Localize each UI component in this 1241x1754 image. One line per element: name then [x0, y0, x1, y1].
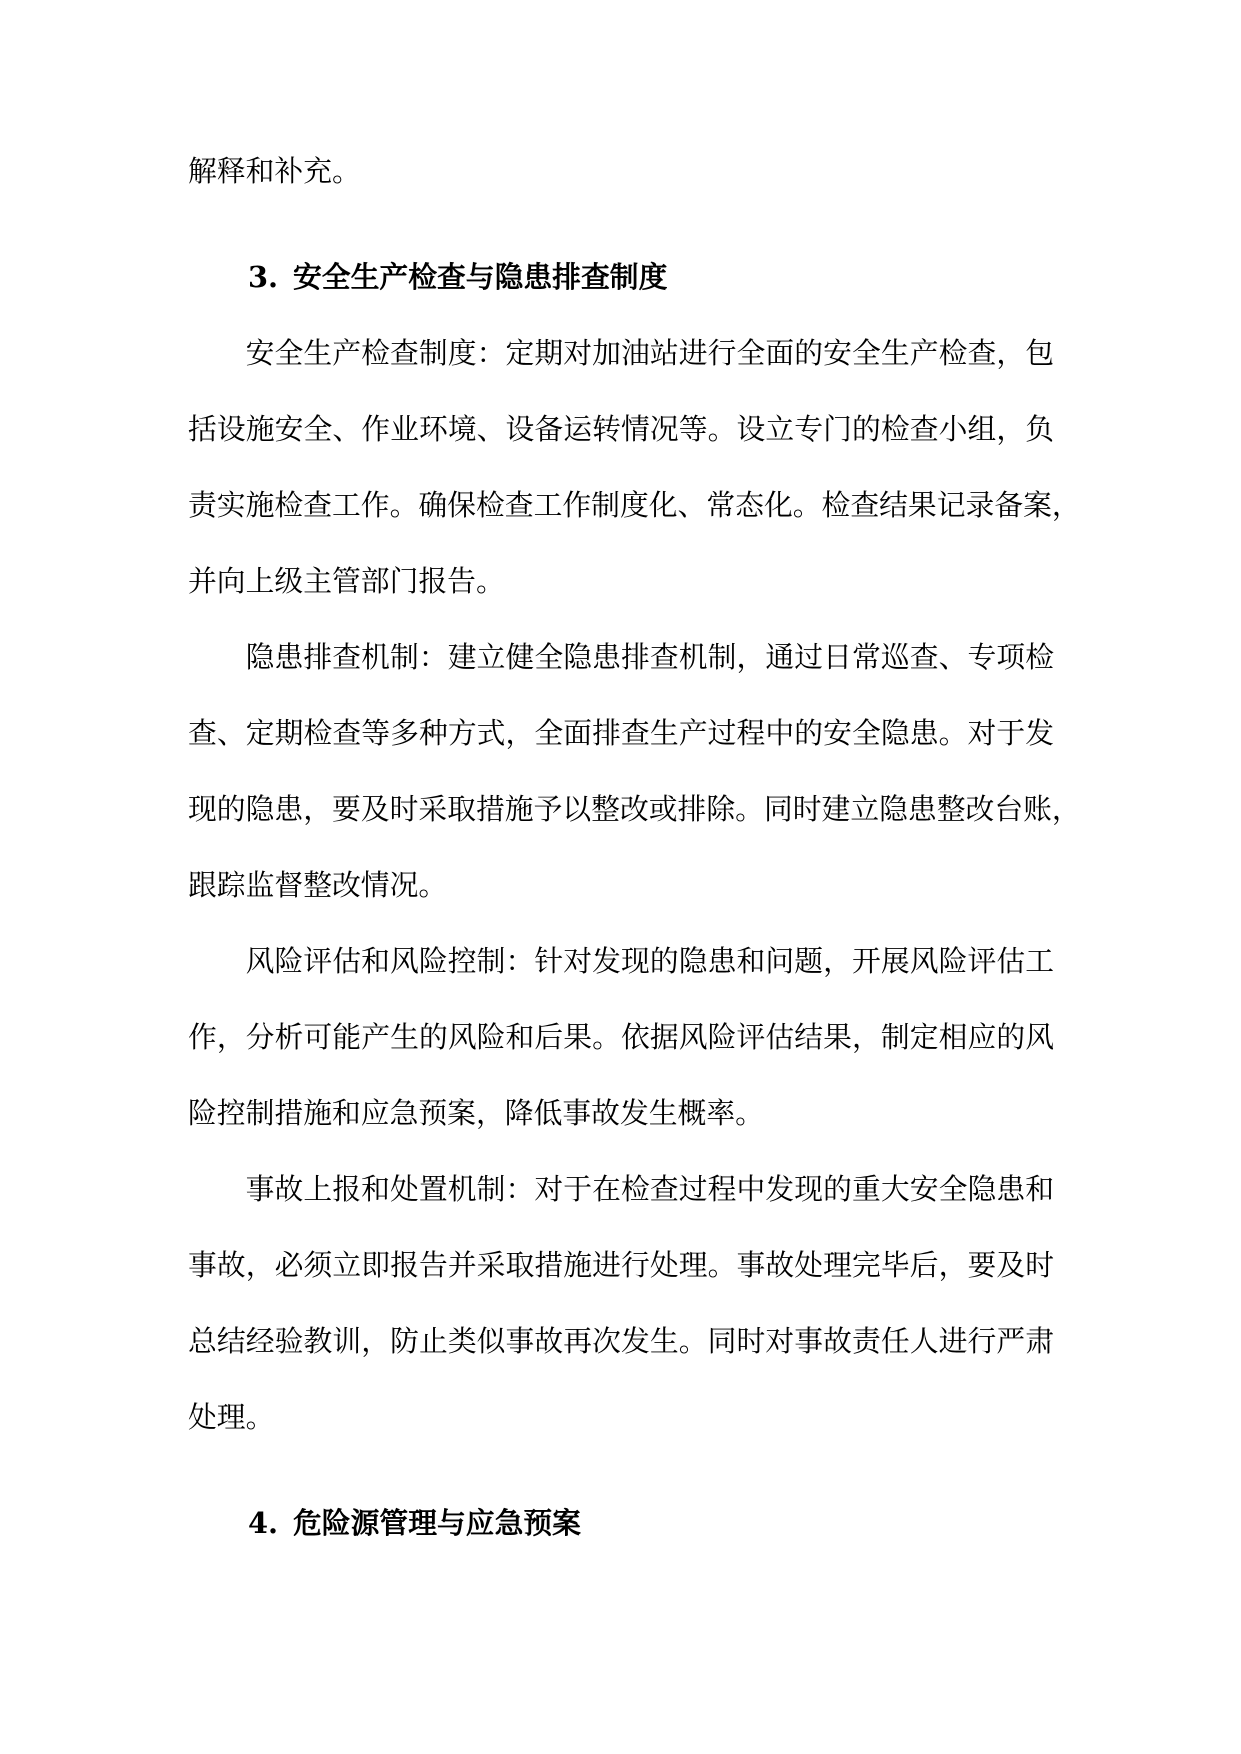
- paragraph-line: 查、定期检查等多种方式，全面排查生产过程中的安全隐患。对于发: [188, 716, 1054, 750]
- section-heading-3: [188, 239, 1054, 315]
- paragraph-line: 并向上级主管部门报告。: [188, 564, 505, 598]
- document-body: [188, 133, 1081, 1561]
- section-number: 3.: [248, 260, 279, 294]
- paragraph-line: 总结经验教训，防止类似事故再次发生。同时对事故责任人进行严肃: [188, 1324, 1054, 1358]
- paragraph-line: 跟踪监督整改情况。: [188, 868, 448, 902]
- paragraph-line: 作，分析可能产生的风险和后果。依据风险评估结果，制定相应的风: [188, 1020, 1054, 1054]
- paragraph-line: 安全生产检查制度：定期对加油站进行全面的安全生产检查，包: [245, 336, 1054, 370]
- section-number: 4.: [248, 1506, 279, 1540]
- paragraph-risk-assessment: [188, 923, 1054, 1151]
- continuation-line: 解释和补充。: [188, 154, 361, 188]
- paragraph-line: 现的隐患，要及时采取措施予以整改或排除。同时建立隐患整改台账，: [188, 792, 1081, 826]
- section-title: 安全生产检查与隐患排查制度: [293, 260, 668, 294]
- section-title: 危险源管理与应急预案: [293, 1506, 581, 1540]
- paragraph-line: 事故，必须立即报告并采取措施进行处理。事故处理完毕后，要及时: [188, 1248, 1054, 1282]
- section-heading-4: [188, 1485, 1054, 1561]
- paragraph-line: 事故上报和处置机制：对于在检查过程中发现的重大安全隐患和: [245, 1172, 1054, 1206]
- paragraph-line: 隐患排查机制：建立健全隐患排查机制，通过日常巡查、专项检: [245, 640, 1054, 674]
- paragraph-line: 责实施检查工作。确保检查工作制度化、常态化。检查结果记录备案，: [188, 488, 1081, 522]
- paragraph-line: 风险评估和风险控制：针对发现的隐患和问题，开展风险评估工: [245, 944, 1054, 978]
- paragraph-line: 险控制措施和应急预案，降低事故发生概率。: [188, 1096, 764, 1130]
- paragraph-inspection-system: [188, 315, 1081, 619]
- paragraph-line: 括设施安全、作业环境、设备运转情况等。设立专门的检查小组，负: [188, 412, 1054, 446]
- paragraph-hazard-screening: [188, 619, 1081, 923]
- paragraph-line: 处理。: [188, 1400, 275, 1434]
- paragraph-accident-reporting: [188, 1151, 1054, 1455]
